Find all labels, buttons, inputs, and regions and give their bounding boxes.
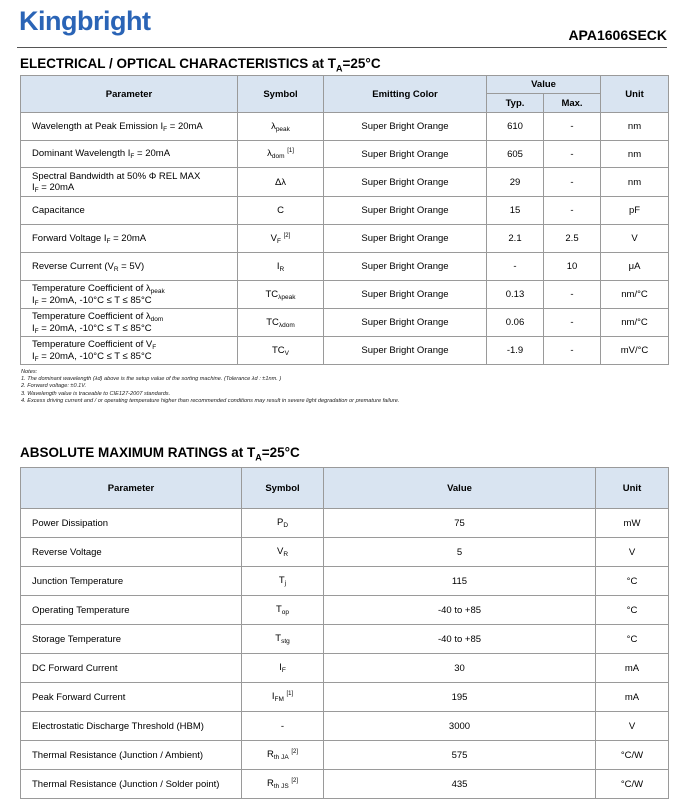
typ-cell xyxy=(487,113,544,141)
symbol-cell xyxy=(238,309,324,337)
unit-text: °C xyxy=(626,604,638,616)
header-value: Value xyxy=(324,468,596,509)
unit-cell xyxy=(601,141,669,168)
typ-value: 29 xyxy=(509,176,521,188)
color-text: Super Bright Orange xyxy=(361,345,449,356)
table-row xyxy=(21,741,669,770)
parameter-text: I xyxy=(32,350,35,362)
typ-cell xyxy=(487,141,544,168)
symbol-cell xyxy=(242,741,324,770)
header-symbol: Symbol xyxy=(242,468,324,509)
parameter-text: Power Dissipation xyxy=(32,517,109,529)
symbol-cell xyxy=(242,567,324,596)
symbol-text: R xyxy=(267,778,274,789)
symbol-cell xyxy=(238,253,324,281)
parameter-cell xyxy=(21,712,242,741)
max-cell xyxy=(544,225,601,253)
section-title-absolute-max: ABSOLUTE MAXIMUM RATINGS at $T_A=25^\circ C$ xyxy=(20,445,300,463)
parameter-text: I xyxy=(32,181,35,193)
typ-value: 605 xyxy=(507,148,523,160)
parameter-line xyxy=(32,233,233,245)
typ-value: -1.9 xyxy=(506,345,524,356)
unit-cell xyxy=(596,509,669,538)
parameter-cell xyxy=(21,741,242,770)
max-value: - xyxy=(570,176,574,188)
header-unit: Unit xyxy=(601,76,669,113)
symbol-text: P xyxy=(276,517,284,528)
max-cell xyxy=(544,281,601,309)
symbol-text: T xyxy=(275,604,282,615)
parameter-cell xyxy=(21,225,238,253)
max-value: 2.5 xyxy=(565,233,579,244)
symbol-text: λ xyxy=(267,148,272,159)
parameter-line xyxy=(32,148,233,160)
table-row xyxy=(21,141,669,168)
parameter-text: = 5V) xyxy=(118,260,145,272)
symbol-text: I xyxy=(276,260,280,272)
parameter-text: Electrostatic Discharge Threshold (HBM) xyxy=(32,720,204,732)
unit-text: nm xyxy=(627,148,642,160)
symbol-subscript: op xyxy=(281,609,290,616)
max-cell xyxy=(544,337,601,365)
parameter-text: = 20mA, -10°C ≤ T ≤ 85°C xyxy=(38,294,152,306)
parameter-line xyxy=(32,283,233,295)
typ-value: 0.13 xyxy=(505,289,525,300)
symbol-subscript: dom xyxy=(271,153,285,160)
symbol-subscript: λdom xyxy=(278,321,295,329)
value-text: 5 xyxy=(456,546,463,558)
parameter-text: Reverse Current (V xyxy=(32,260,114,272)
header-emitting-color: Emitting Color xyxy=(324,76,487,113)
table-row xyxy=(21,538,669,567)
unit-cell xyxy=(596,683,669,712)
parameter-line xyxy=(32,261,233,273)
parameter-cell xyxy=(21,337,238,365)
parameter-subscript: F xyxy=(163,125,168,133)
symbol-text: C xyxy=(277,205,284,216)
value-text: 115 xyxy=(451,575,468,587)
value-text: 195 xyxy=(451,691,468,703)
table-row xyxy=(21,712,669,741)
parameter-cell xyxy=(21,168,238,197)
table-row xyxy=(21,113,669,141)
table-row xyxy=(21,625,669,654)
unit-cell xyxy=(596,770,669,799)
typ-cell xyxy=(487,309,544,337)
color-text: Super Bright Orange xyxy=(361,148,449,160)
table-row xyxy=(21,567,669,596)
symbol-subscript: F xyxy=(281,667,286,674)
note-ref: [2] xyxy=(291,749,298,755)
unit-cell xyxy=(601,113,669,141)
unit-cell xyxy=(596,538,669,567)
parameter-text: Thermal Resistance (Junction / Solder point) xyxy=(32,778,220,790)
color-text: Super Bright Orange xyxy=(361,261,449,272)
header-value: Value xyxy=(487,76,601,94)
header-max: Max. xyxy=(544,94,601,113)
unit-text: mA xyxy=(624,662,640,674)
unit-text: °C/W xyxy=(620,749,644,761)
table-row xyxy=(21,683,669,712)
note-line: 4. Excess driving current and / or operating temperature higher than recommended conditions may result in severe light degradation or premature failure. xyxy=(21,397,400,404)
color-cell xyxy=(324,197,487,225)
unit-text: mW xyxy=(623,517,641,529)
symbol-cell xyxy=(238,168,324,197)
parameter-text: I xyxy=(32,294,35,306)
parameter-line xyxy=(32,205,233,216)
unit-cell xyxy=(601,168,669,197)
absolute-max-table xyxy=(20,467,669,799)
color-cell xyxy=(324,141,487,168)
value-cell xyxy=(324,741,596,770)
parameter-line xyxy=(32,171,233,182)
value-cell xyxy=(324,770,596,799)
symbol-cell xyxy=(238,337,324,365)
symbol-text: - xyxy=(280,720,285,732)
symbol-text: I xyxy=(271,691,275,702)
table-row xyxy=(21,253,669,281)
unit-text: V xyxy=(628,720,636,732)
table-row xyxy=(21,596,669,625)
parameter-cell xyxy=(21,567,242,596)
value-cell xyxy=(324,596,596,625)
parameter-subscript: F xyxy=(34,355,39,363)
table-row xyxy=(21,197,669,225)
parameter-cell xyxy=(21,281,238,309)
parameter-cell xyxy=(21,197,238,225)
unit-text: V xyxy=(631,233,638,244)
max-cell xyxy=(544,168,601,197)
symbol-text: TC xyxy=(266,316,279,328)
parameter-cell xyxy=(21,654,242,683)
parameter-cell xyxy=(21,141,238,168)
table-row xyxy=(21,337,669,365)
parameter-line xyxy=(32,351,233,363)
color-cell xyxy=(324,168,487,197)
color-cell xyxy=(324,253,487,281)
parameter-text: DC Forward Current xyxy=(32,662,118,674)
note-ref: [1] xyxy=(287,148,294,154)
parameter-line xyxy=(32,121,233,133)
symbol-cell xyxy=(242,625,324,654)
note-ref: [2] xyxy=(291,778,298,784)
symbol-subscript: FM xyxy=(274,696,284,703)
symbol-text: T xyxy=(275,633,282,644)
parameter-line xyxy=(32,339,233,351)
max-cell xyxy=(544,141,601,168)
symbol-subscript: F xyxy=(277,237,281,245)
color-text: Super Bright Orange xyxy=(361,121,449,132)
color-cell xyxy=(324,225,487,253)
unit-cell xyxy=(601,197,669,225)
color-cell xyxy=(324,309,487,337)
parameter-text: Peak Forward Current xyxy=(32,691,126,703)
unit-cell xyxy=(596,625,669,654)
max-value: - xyxy=(570,289,574,300)
parameter-text: Temperature Coefficient of V xyxy=(32,338,153,350)
note-line: Notes: xyxy=(21,369,38,375)
unit-text: °C xyxy=(626,633,638,645)
max-value: - xyxy=(570,121,574,132)
kingbright-logo: Kingbright xyxy=(19,6,151,36)
color-text: Super Bright Orange xyxy=(361,233,449,244)
parameter-text: = 20mA, -10°C ≤ T ≤ 85°C xyxy=(38,322,152,334)
symbol-subscript: j xyxy=(284,580,287,587)
header-typ: Typ. xyxy=(487,94,544,113)
value-text: -40 to +85 xyxy=(437,633,482,645)
symbol-cell xyxy=(238,141,324,168)
typ-cell xyxy=(487,168,544,197)
parameter-text: Spectral Bandwidth at 50% Φ REL MAX xyxy=(32,170,201,182)
typ-value: 2.1 xyxy=(508,233,522,244)
table-row xyxy=(21,770,669,799)
parameter-text: Temperature Coefficient of λ xyxy=(32,282,151,294)
note-line: 3. Wavelength value is traceable to CIE127-2007 standards. xyxy=(21,390,171,397)
header-symbol: Symbol xyxy=(238,76,324,113)
symbol-cell xyxy=(238,225,324,253)
max-value: - xyxy=(570,148,574,160)
color-text: Super Bright Orange xyxy=(361,317,449,328)
table-row xyxy=(21,225,669,253)
unit-cell xyxy=(596,712,669,741)
symbol-subscript: R xyxy=(283,551,289,558)
table-row xyxy=(21,509,669,538)
typ-value: - xyxy=(513,261,517,272)
color-cell xyxy=(324,337,487,365)
symbol-cell xyxy=(242,596,324,625)
unit-cell xyxy=(596,741,669,770)
symbol-cell xyxy=(242,712,324,741)
note-line: 1. The dominant wavelength (λd) above is the setup value of the sorting machine. (Tolerance λd : ±1nm. ) xyxy=(21,376,282,383)
parameter-text: Temperature Coefficient of λ xyxy=(32,310,151,322)
value-cell xyxy=(324,567,596,596)
max-cell xyxy=(544,197,601,225)
parameter-subscript: F xyxy=(34,299,39,307)
color-cell xyxy=(324,281,487,309)
max-cell xyxy=(544,309,601,337)
value-text: 3000 xyxy=(448,720,471,732)
parameter-text: Dominant Wavelength I xyxy=(32,148,131,159)
value-cell xyxy=(324,509,596,538)
parameter-cell xyxy=(21,113,238,141)
typ-cell xyxy=(487,337,544,365)
parameter-cell xyxy=(21,683,242,712)
part-number: APA1606SECK xyxy=(568,27,667,43)
parameter-line xyxy=(32,295,233,307)
parameter-subscript: R xyxy=(113,265,119,273)
symbol-cell xyxy=(242,538,324,567)
note-line: 2. Forward voltage: ±0.1V. xyxy=(21,383,87,390)
typ-cell xyxy=(487,197,544,225)
value-cell xyxy=(324,538,596,567)
note-ref: [2] xyxy=(283,232,291,239)
symbol-text: λ xyxy=(271,120,276,132)
symbol-text: V xyxy=(276,546,284,557)
symbol-cell xyxy=(242,654,324,683)
symbol-subscript: stg xyxy=(281,638,290,645)
parameter-cell xyxy=(21,253,238,281)
unit-cell xyxy=(601,225,669,253)
typ-cell xyxy=(487,225,544,253)
parameter-subscript: F xyxy=(34,186,39,194)
parameter-text: Reverse Voltage xyxy=(32,546,102,558)
parameter-subscript: F xyxy=(34,327,39,335)
parameter-text: Operating Temperature xyxy=(32,604,130,616)
table-row xyxy=(21,168,669,197)
electrical-optical-table xyxy=(20,75,669,365)
unit-text: mV/°C xyxy=(620,345,649,356)
value-cell xyxy=(324,625,596,654)
unit-cell xyxy=(596,567,669,596)
unit-cell xyxy=(601,253,669,281)
symbol-cell xyxy=(242,683,324,712)
value-cell xyxy=(324,683,596,712)
parameter-cell xyxy=(21,538,242,567)
header-parameter: Parameter xyxy=(21,468,242,509)
parameter-subscript: peak xyxy=(150,287,165,295)
symbol-cell xyxy=(238,113,324,141)
value-text: -40 to +85 xyxy=(437,604,482,616)
parameter-text: Thermal Resistance (Junction / Ambient) xyxy=(32,749,204,761)
symbol-cell xyxy=(242,770,324,799)
color-cell xyxy=(324,113,487,141)
header-unit: Unit xyxy=(596,468,669,509)
typ-cell xyxy=(487,253,544,281)
unit-cell xyxy=(596,654,669,683)
unit-text: nm xyxy=(627,176,642,188)
unit-text: V xyxy=(628,546,636,558)
unit-text: °C xyxy=(626,575,638,587)
typ-value: 610 xyxy=(507,121,523,132)
unit-text: pF xyxy=(628,205,641,216)
color-text: Super Bright Orange xyxy=(361,289,449,300)
parameter-subscript: dom xyxy=(150,315,164,323)
symbol-text: V xyxy=(270,232,278,244)
symbol-subscript: V xyxy=(284,349,289,357)
parameter-text: Capacitance xyxy=(32,205,85,216)
section-title-electrical: ELECTRICAL / OPTICAL CHARACTERISTICS at $T_A=25^\circ C$ xyxy=(20,56,381,74)
unit-text: mA xyxy=(624,691,640,703)
typ-cell xyxy=(487,281,544,309)
header-parameter: Parameter xyxy=(21,76,238,113)
symbol-subscript: R xyxy=(279,265,285,273)
max-cell xyxy=(544,113,601,141)
value-text: 30 xyxy=(454,662,465,674)
symbol-subscript: D xyxy=(283,522,289,529)
parameter-text: Storage Temperature xyxy=(32,633,122,645)
parameter-cell xyxy=(21,509,242,538)
parameter-subscript: F xyxy=(130,153,135,160)
symbol-text: I xyxy=(279,662,282,673)
parameter-cell xyxy=(21,770,242,799)
symbol-text: Δλ xyxy=(274,176,287,188)
parameter-line xyxy=(32,323,233,335)
table-row xyxy=(21,654,669,683)
parameter-text: = 20mA xyxy=(38,181,75,193)
unit-cell xyxy=(601,281,669,309)
symbol-text: R xyxy=(267,749,274,760)
note-ref: [1] xyxy=(286,691,294,697)
parameter-text: Forward Voltage I xyxy=(32,232,107,244)
max-value: - xyxy=(570,345,574,356)
symbol-text: T xyxy=(278,575,285,586)
symbol-subscript: th JS xyxy=(273,783,289,790)
parameter-text: = 20mA xyxy=(110,232,147,244)
max-cell xyxy=(544,253,601,281)
symbol-subscript: peak xyxy=(275,125,290,133)
unit-cell xyxy=(601,337,669,365)
value-text: 75 xyxy=(454,517,465,529)
value-text: 435 xyxy=(451,778,468,790)
parameter-text: I xyxy=(32,322,35,334)
table-row xyxy=(21,309,669,337)
unit-text: nm xyxy=(627,121,642,132)
parameter-subscript: F xyxy=(152,343,157,351)
unit-text: nm/°C xyxy=(621,317,648,328)
symbol-text: TC xyxy=(265,288,279,300)
symbol-cell xyxy=(238,281,324,309)
symbol-text: TC xyxy=(271,344,285,356)
parameter-text: = 20mA, -10°C ≤ T ≤ 85°C xyxy=(38,350,152,362)
value-text: 575 xyxy=(451,749,468,761)
symbol-subscript: λpeak xyxy=(278,293,296,301)
parameter-text: Wavelength at Peak Emission I xyxy=(32,120,164,132)
max-value: - xyxy=(570,205,574,216)
value-cell xyxy=(324,654,596,683)
color-text: Super Bright Orange xyxy=(361,205,449,216)
parameter-subscript: F xyxy=(106,237,111,245)
typ-value: 15 xyxy=(509,205,521,216)
table-row xyxy=(21,281,669,309)
parameter-cell xyxy=(21,309,238,337)
parameter-text: Junction Temperature xyxy=(32,575,124,587)
parameter-line xyxy=(32,182,233,194)
unit-cell xyxy=(601,309,669,337)
symbol-cell xyxy=(238,197,324,225)
parameter-text: = 20mA xyxy=(167,120,203,132)
unit-text: nm/°C xyxy=(621,289,648,300)
unit-text: °C/W xyxy=(620,778,644,790)
header-divider xyxy=(17,47,667,48)
parameter-cell xyxy=(21,625,242,654)
parameter-text: = 20mA xyxy=(134,148,171,159)
symbol-cell xyxy=(242,509,324,538)
unit-cell xyxy=(596,596,669,625)
value-cell xyxy=(324,712,596,741)
unit-text: μA xyxy=(628,261,641,272)
parameter-line xyxy=(32,311,233,323)
symbol-subscript: th JA xyxy=(273,754,289,761)
notes-block xyxy=(21,369,399,405)
color-text: Super Bright Orange xyxy=(361,176,449,188)
typ-value: 0.06 xyxy=(505,317,525,328)
parameter-cell xyxy=(21,596,242,625)
max-value: - xyxy=(570,317,574,328)
max-value: 10 xyxy=(566,261,578,272)
